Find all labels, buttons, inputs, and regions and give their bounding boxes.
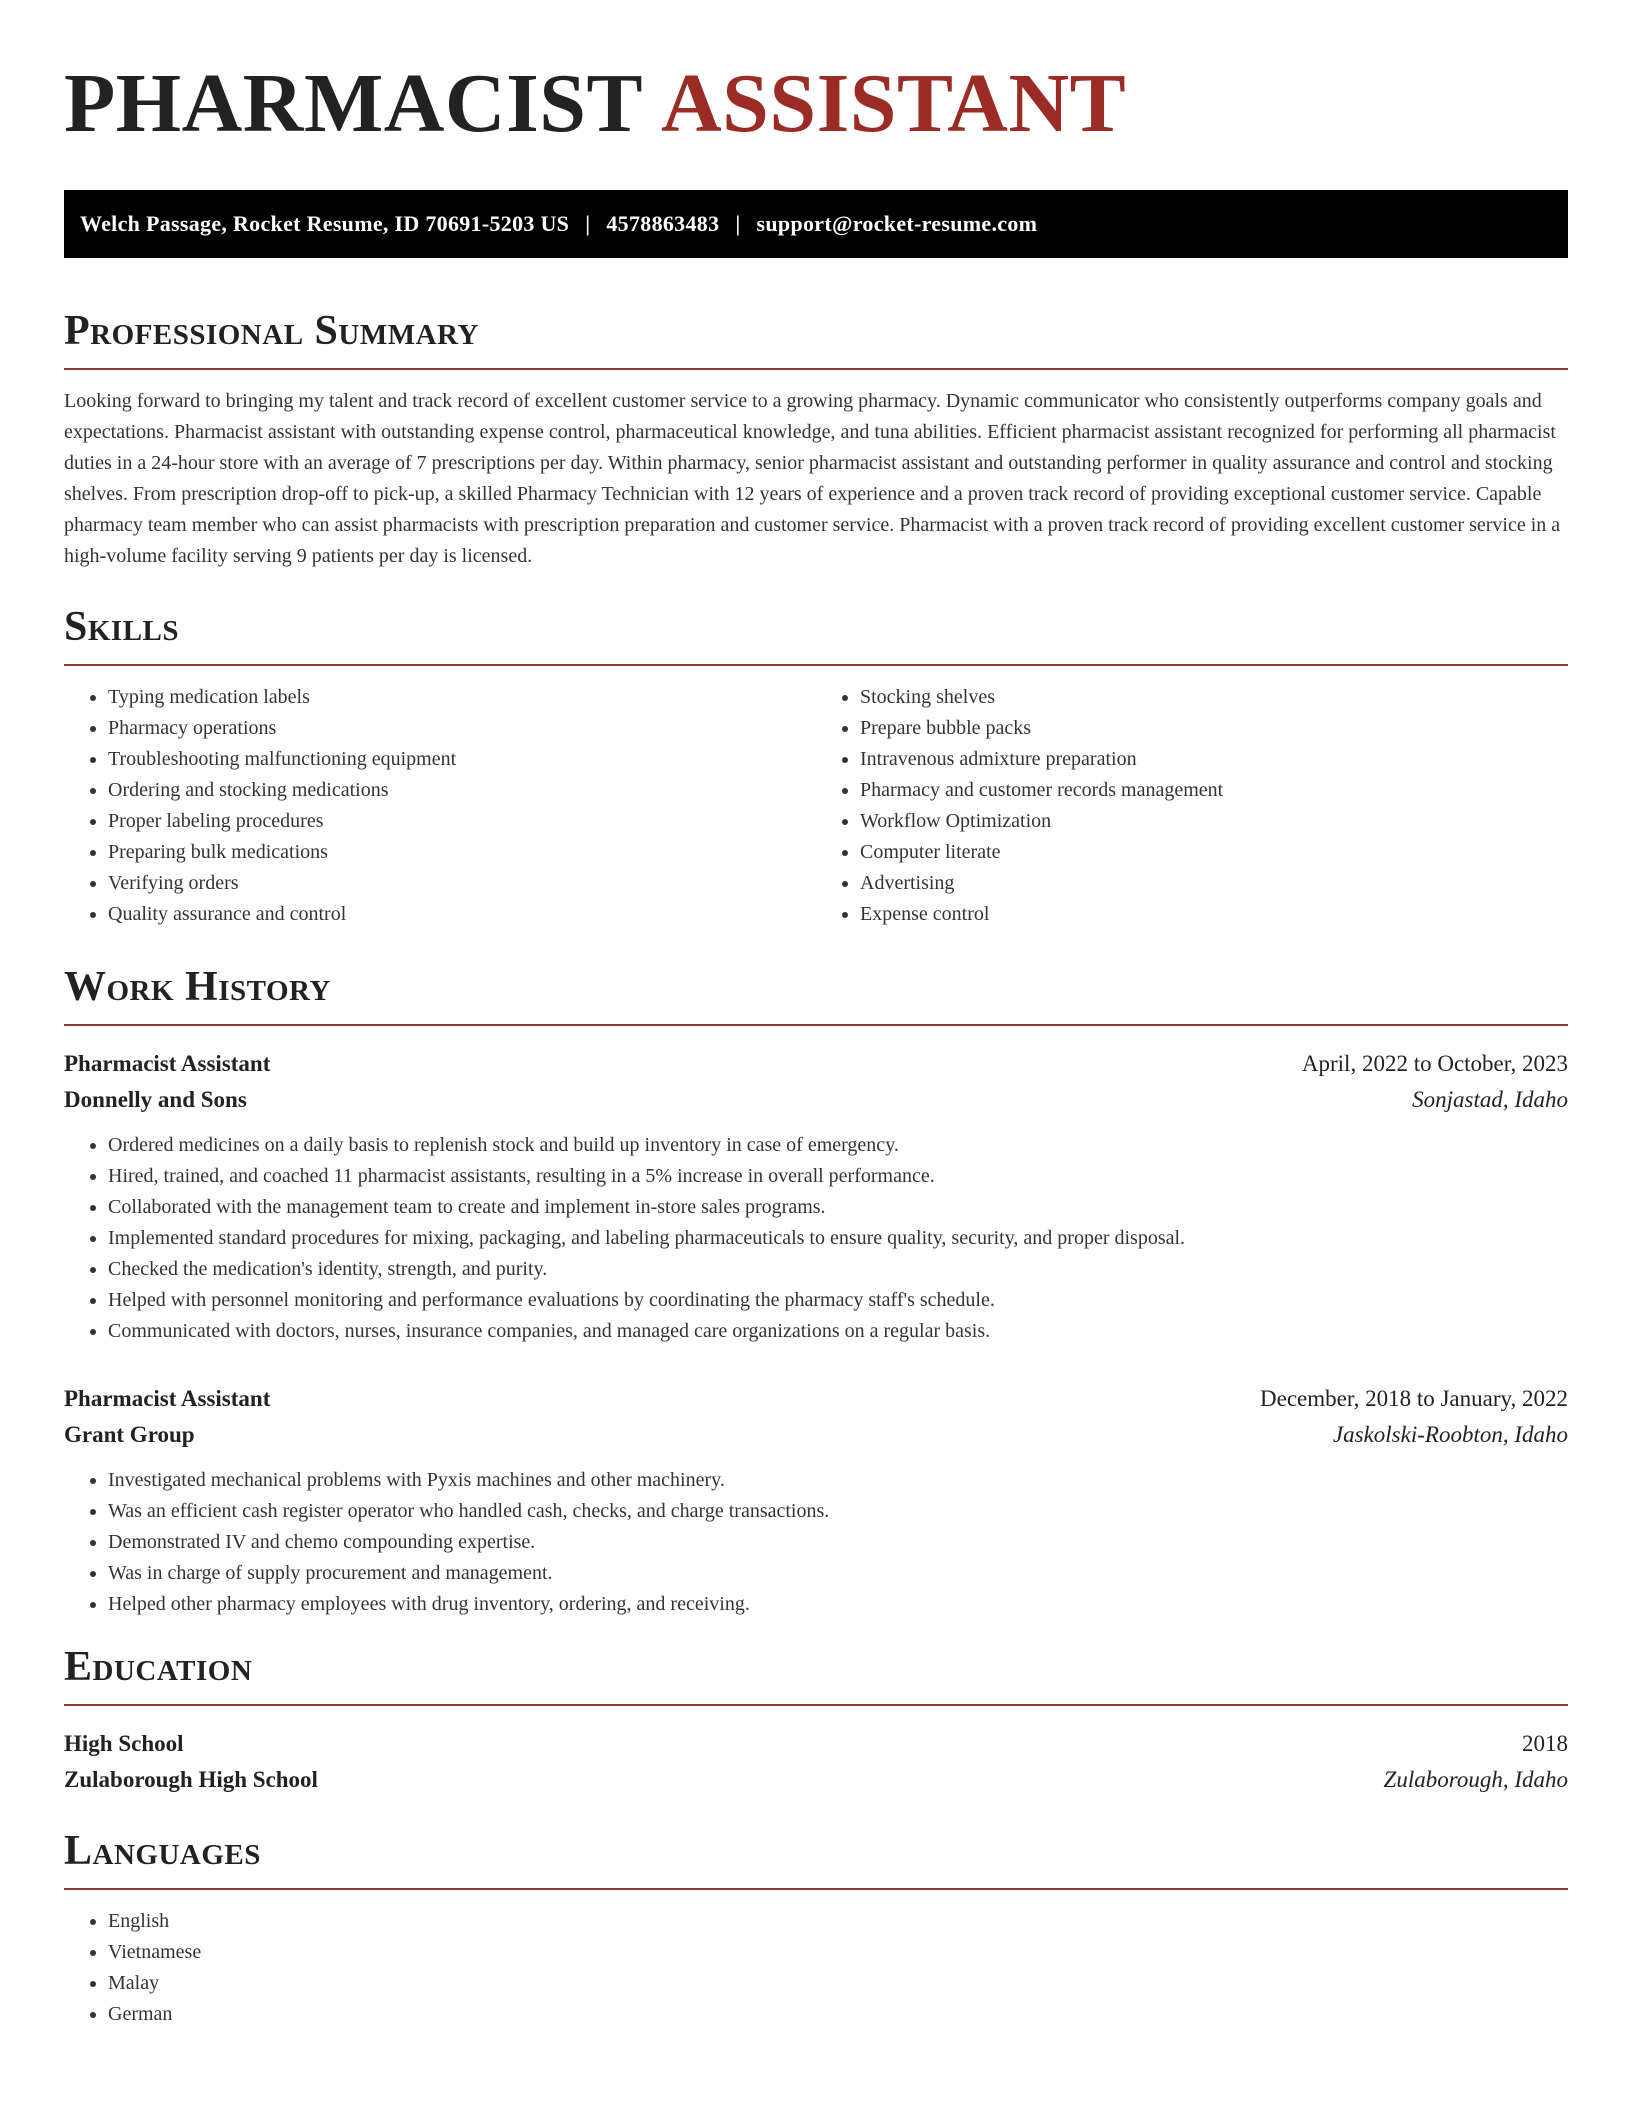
job-bullets xyxy=(64,1465,1568,1620)
job-bullet: • Hired, trained, and coached 11 pharmacist assistants, resulting in a 5% increase in overall performance. xyxy=(108,1161,1568,1192)
section-title: Education xyxy=(64,1644,253,1690)
job-company: Donnelly and Sons xyxy=(64,1087,247,1112)
skill-item: • Computer literate xyxy=(860,837,1568,868)
name-first: PHARMACIST xyxy=(64,57,644,150)
skill-item: • Preparing bulk medications xyxy=(108,837,816,868)
job-bullet: • Was in charge of supply procurement and management. xyxy=(108,1558,1568,1589)
skill-item: • Typing medication labels xyxy=(108,682,816,713)
job-company: Grant Group xyxy=(64,1422,195,1447)
education-entry xyxy=(64,1726,1568,1798)
education-school-row xyxy=(64,1762,1568,1798)
skill-item: • Advertising xyxy=(860,868,1568,899)
language-item: • Malay xyxy=(108,1968,1568,1999)
education-year: 2018 xyxy=(1522,1731,1568,1756)
name-last: ASSISTANT xyxy=(661,57,1127,150)
skill-item: • Workflow Optimization xyxy=(860,806,1568,837)
section-divider xyxy=(64,1704,1568,1706)
section-divider xyxy=(64,1888,1568,1890)
job-company-row xyxy=(64,1417,1568,1453)
job-header-row xyxy=(64,1381,1568,1417)
contact-phone: 4578863483 xyxy=(606,211,720,236)
skill-item: • Stocking shelves xyxy=(860,682,1568,713)
resume-name xyxy=(64,57,1568,150)
job-position: Pharmacist Assistant xyxy=(64,1386,271,1411)
job-bullet: • Was an efficient cash register operator who handled cash, checks, and charge transactions. xyxy=(108,1496,1568,1527)
job-bullet: • Communicated with doctors, nurses, insurance companies, and managed care organizations on a regular basis. xyxy=(108,1316,1568,1347)
job-bullet: • Ordered medicines on a daily basis to replenish stock and build up inventory in case of emergency. xyxy=(108,1130,1568,1161)
section-title: Professional Summary xyxy=(64,308,479,354)
education-section xyxy=(64,1646,1568,1798)
job-header-row xyxy=(64,1046,1568,1082)
education-school: Zulaborough High School xyxy=(64,1767,318,1792)
job-dates: December, 2018 to January, 2022 xyxy=(1260,1386,1568,1411)
skills-list-right xyxy=(816,682,1568,930)
job-bullet: • Demonstrated IV and chemo compounding expertise. xyxy=(108,1527,1568,1558)
languages-list xyxy=(64,1906,1568,2030)
section-title: Work History xyxy=(64,964,331,1010)
section-divider xyxy=(64,664,1568,666)
language-item: • Vietnamese xyxy=(108,1937,1568,1968)
skills-section xyxy=(64,606,1568,930)
skills-list-left xyxy=(64,682,816,930)
skill-item: • Quality assurance and control xyxy=(108,899,816,930)
job-position: Pharmacist Assistant xyxy=(64,1051,271,1076)
job-bullet: • Checked the medication's identity, strength, and purity. xyxy=(108,1254,1568,1285)
education-location: Zulaborough, Idaho xyxy=(1383,1767,1568,1792)
skill-item: • Verifying orders xyxy=(108,868,816,899)
education-degree-row xyxy=(64,1726,1568,1762)
job-bullets xyxy=(64,1130,1568,1347)
job-bullet: • Collaborated with the management team to create and implement in-store sales programs. xyxy=(108,1192,1568,1223)
language-item: • English xyxy=(108,1906,1568,1937)
language-item: • German xyxy=(108,1999,1568,2030)
skill-item: • Intravenous admixture preparation xyxy=(860,744,1568,775)
skill-item: • Prepare bubble packs xyxy=(860,713,1568,744)
job-location: Sonjastad, Idaho xyxy=(1412,1087,1568,1112)
summary-text: Looking forward to bringing my talent and track record of excellent customer service to a growing pharmacy. Dynamic communicator who consistently outperforms company goals and expectations. Pharmacist assistant with outstanding expense control, pharmaceutical knowledge, and tuna abilities. Efficient pharmacist assistant recognized for performing all pharmacist duties in a 24-hour store with an average of 7 prescriptions per day. Within pharmacy, senior pharmacist assistant and outstanding performer in quality assurance and control and stocking shelves. From prescription drop-off to pick-up, a skilled Pharmacy Technician with 12 years of experience and a proven track record of providing exceptional customer service. Capable pharmacy team member who can assist pharmacists with prescription preparation and customer service. Pharmacist with a proven track record of providing excellent customer service in a high-volume facility serving 9 patients per day is licensed. xyxy=(64,390,1561,567)
job-entry xyxy=(64,1381,1568,1620)
job-bullet: • Implemented standard procedures for mixing, packaging, and labeling pharmaceuticals to ensure quality, security, and proper disposal. xyxy=(108,1223,1568,1254)
summary-section xyxy=(64,310,1568,572)
work-history-section xyxy=(64,966,1568,1620)
job-bullet: • Investigated mechanical problems with Pyxis machines and other machinery. xyxy=(108,1465,1568,1496)
contact-address: Welch Passage, Rocket Resume, ID 70691-5203 US xyxy=(80,211,570,236)
skill-item: • Pharmacy and customer records management xyxy=(860,775,1568,806)
languages-section xyxy=(64,1830,1568,2030)
job-bullet: • Helped other pharmacy employees with drug inventory, ordering, and receiving. xyxy=(108,1589,1568,1620)
skill-item: • Expense control xyxy=(860,899,1568,930)
contact-separator: | xyxy=(585,211,591,236)
contact-bar xyxy=(64,190,1568,258)
skill-item: • Troubleshooting malfunctioning equipment xyxy=(108,744,816,775)
section-divider xyxy=(64,368,1568,370)
education-degree: High School xyxy=(64,1731,184,1756)
job-location: Jaskolski-Roobton, Idaho xyxy=(1332,1422,1568,1447)
skill-item: • Proper labeling procedures xyxy=(108,806,816,837)
section-title: Skills xyxy=(64,604,180,650)
job-dates: April, 2022 to October, 2023 xyxy=(1301,1051,1568,1076)
contact-separator: | xyxy=(735,211,741,236)
skill-item: • Pharmacy operations xyxy=(108,713,816,744)
skill-item: • Ordering and stocking medications xyxy=(108,775,816,806)
job-company-row xyxy=(64,1082,1568,1118)
job-entry xyxy=(64,1046,1568,1347)
contact-email: support@rocket-resume.com xyxy=(756,211,1038,236)
job-bullet: • Helped with personnel monitoring and performance evaluations by coordinating the pharmacy staff's schedule. xyxy=(108,1285,1568,1316)
skills-columns xyxy=(64,682,1568,930)
section-title: Languages xyxy=(64,1828,261,1874)
section-divider xyxy=(64,1024,1568,1026)
